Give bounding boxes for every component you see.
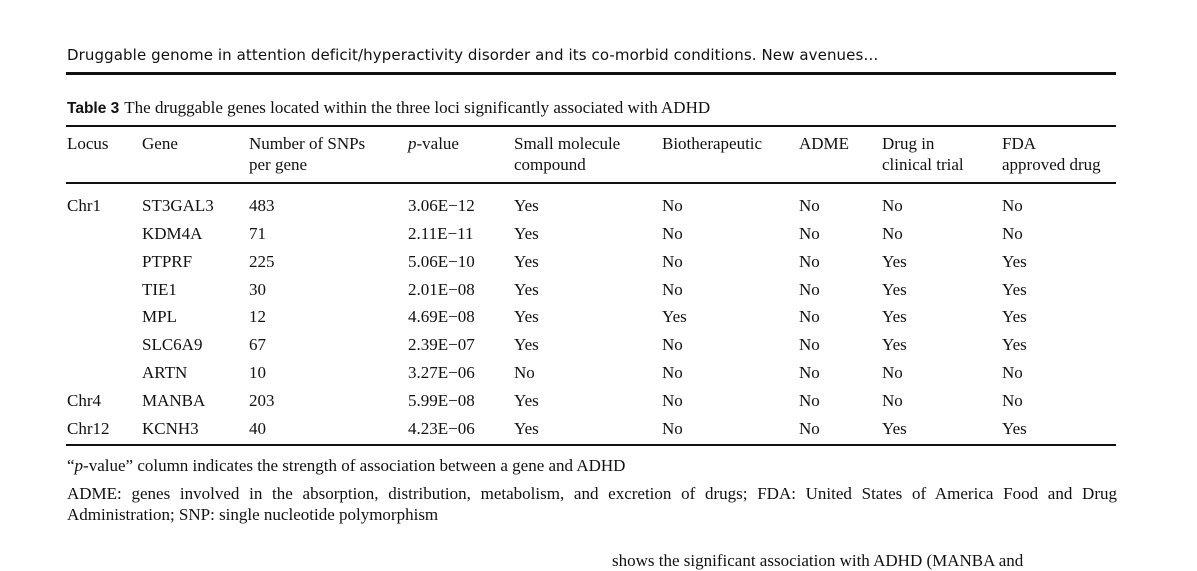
cell-small-molecule: No [514,363,535,382]
cell-clinical-trial: No [882,391,903,410]
table-row [0,363,1197,391]
cell-gene: PTPRF [142,252,193,271]
cell-biotherapeutic: No [662,363,683,382]
footnote-p-italic: p [74,456,84,475]
cell-biotherapeutic: No [662,280,683,299]
cell-clinical-trial: No [882,196,903,215]
running-head: Druggable genome in attention deficit/hyperactivity disorder and its co-morbid conditions. New avenues… [67,46,879,64]
cell-biotherapeutic: No [662,391,683,410]
cell-snps: 67 [249,335,266,354]
cell-fda: Yes [1002,307,1027,326]
table-caption-text: The druggable genes located within the three loci significantly associated with ADHD [124,98,711,117]
cell-adme: No [799,196,820,215]
cell-gene: KCNH3 [142,419,199,438]
cell-small-molecule: Yes [514,280,539,299]
cell-snps: 10 [249,363,266,382]
cell-adme: No [799,335,820,354]
table-row [0,335,1197,363]
cell-gene: ST3GAL3 [142,196,214,215]
cell-fda: No [1002,224,1023,243]
table-top-rule [66,125,1116,127]
col-header-fda-line2: approved drug [1002,155,1101,174]
cell-snps: 71 [249,224,266,243]
cell-small-molecule: Yes [514,252,539,271]
col-header-gene: Gene [142,134,178,153]
col-header-snps-line2: per gene [249,155,308,174]
cell-small-molecule: Yes [514,307,539,326]
cell-clinical-trial: No [882,224,903,243]
cell-adme: No [799,363,820,382]
cell-small-molecule: Yes [514,419,539,438]
table-caption [67,98,710,118]
col-header-locus: Locus [67,134,109,153]
cell-fda: No [1002,391,1023,410]
cell-clinical-trial: Yes [882,252,907,271]
col-header-small-line1: Small molecule [514,134,621,153]
cell-small-molecule: Yes [514,196,539,215]
cell-fda: No [1002,196,1023,215]
col-header-pvalue-rest: -value [416,134,459,153]
cutoff-body-text: shows the significant association with ADHD (MANBA and [612,551,1024,570]
cell-biotherapeutic: No [662,196,683,215]
footnote-pvalue-text: -value” column indicates the strength of association between a gene and ADHD [83,456,626,475]
table-row [0,419,1197,447]
cell-gene: KDM4A [142,224,203,243]
cell-biotherapeutic: No [662,419,683,438]
cell-clinical-trial: No [882,363,903,382]
cell-adme: No [799,280,820,299]
cell-clinical-trial: Yes [882,419,907,438]
col-header-snps [249,133,365,175]
cell-pvalue: 4.23E−06 [408,419,475,438]
cell-small-molecule: Yes [514,224,539,243]
cell-adme: No [799,224,820,243]
cell-fda: Yes [1002,419,1027,438]
col-header-small-molecule [514,133,620,175]
cell-pvalue: 5.06E−10 [408,252,475,271]
cell-fda: Yes [1002,280,1027,299]
cell-snps: 12 [249,307,266,326]
cell-adme: No [799,307,820,326]
cell-gene: MPL [142,307,177,326]
cell-locus: Chr12 [67,419,110,438]
col-header-clinical-trial [882,133,964,175]
table-row [0,224,1197,252]
cell-adme: No [799,391,820,410]
col-header-small-line2: compound [514,155,586,174]
cell-snps: 40 [249,419,266,438]
cell-fda: Yes [1002,252,1027,271]
col-header-adme: ADME [799,134,850,153]
table-label: Table 3 [67,100,120,117]
cell-locus: Chr4 [67,391,101,410]
col-header-snps-line1: Number of SNPs [249,134,366,153]
col-header-biotherapeutic: Biotherapeutic [662,134,763,153]
cell-gene: ARTN [142,363,188,382]
cell-snps: 203 [249,391,275,410]
cell-pvalue: 3.27E−06 [408,363,475,382]
cell-fda: Yes [1002,335,1027,354]
cell-snps: 225 [249,252,275,271]
table-header-rule [66,182,1116,184]
cell-biotherapeutic: No [662,224,683,243]
col-header-fda [1002,133,1101,175]
cell-pvalue: 3.06E−12 [408,196,475,215]
cell-small-molecule: Yes [514,335,539,354]
table-bottom-rule [66,444,1116,446]
col-header-pvalue-italic: p [408,134,417,153]
cell-fda: No [1002,363,1023,382]
footnote-abbreviations: ADME: genes involved in the absorption, distribution, metabolism, and excretion of drugs; FDA: United States of America Food and Drug Administration; SNP: single nucleotide polymorphism [67,484,1117,524]
table-row [0,307,1197,335]
cell-snps: 30 [249,280,266,299]
cell-gene: MANBA [142,391,206,410]
col-header-clin-line1: Drug in [882,134,935,153]
cell-gene: SLC6A9 [142,335,203,354]
cell-clinical-trial: Yes [882,307,907,326]
cell-locus: Chr1 [67,196,101,215]
cell-pvalue: 5.99E−08 [408,391,475,410]
cell-small-molecule: Yes [514,391,539,410]
cell-biotherapeutic: No [662,252,683,271]
footnote-pvalue [67,455,625,476]
table-row [0,391,1197,419]
cell-snps: 483 [249,196,275,215]
col-header-pvalue [408,133,459,154]
col-header-fda-line1: FDA [1002,134,1037,153]
cell-pvalue: 2.39E−07 [408,335,475,354]
cell-biotherapeutic: Yes [662,307,687,326]
table-row [0,280,1197,308]
cell-biotherapeutic: No [662,335,683,354]
cell-gene: TIE1 [142,280,177,299]
cell-pvalue: 2.01E−08 [408,280,475,299]
table-row [0,252,1197,280]
header-rule [66,72,1116,75]
cell-pvalue: 2.11E−11 [408,224,474,243]
cell-clinical-trial: Yes [882,280,907,299]
table-row [0,196,1197,224]
footnote-open-quote: “ [67,456,75,475]
cell-pvalue: 4.69E−08 [408,307,475,326]
cell-adme: No [799,252,820,271]
cell-clinical-trial: Yes [882,335,907,354]
col-header-clin-line2: clinical trial [882,155,964,174]
cell-adme: No [799,419,820,438]
